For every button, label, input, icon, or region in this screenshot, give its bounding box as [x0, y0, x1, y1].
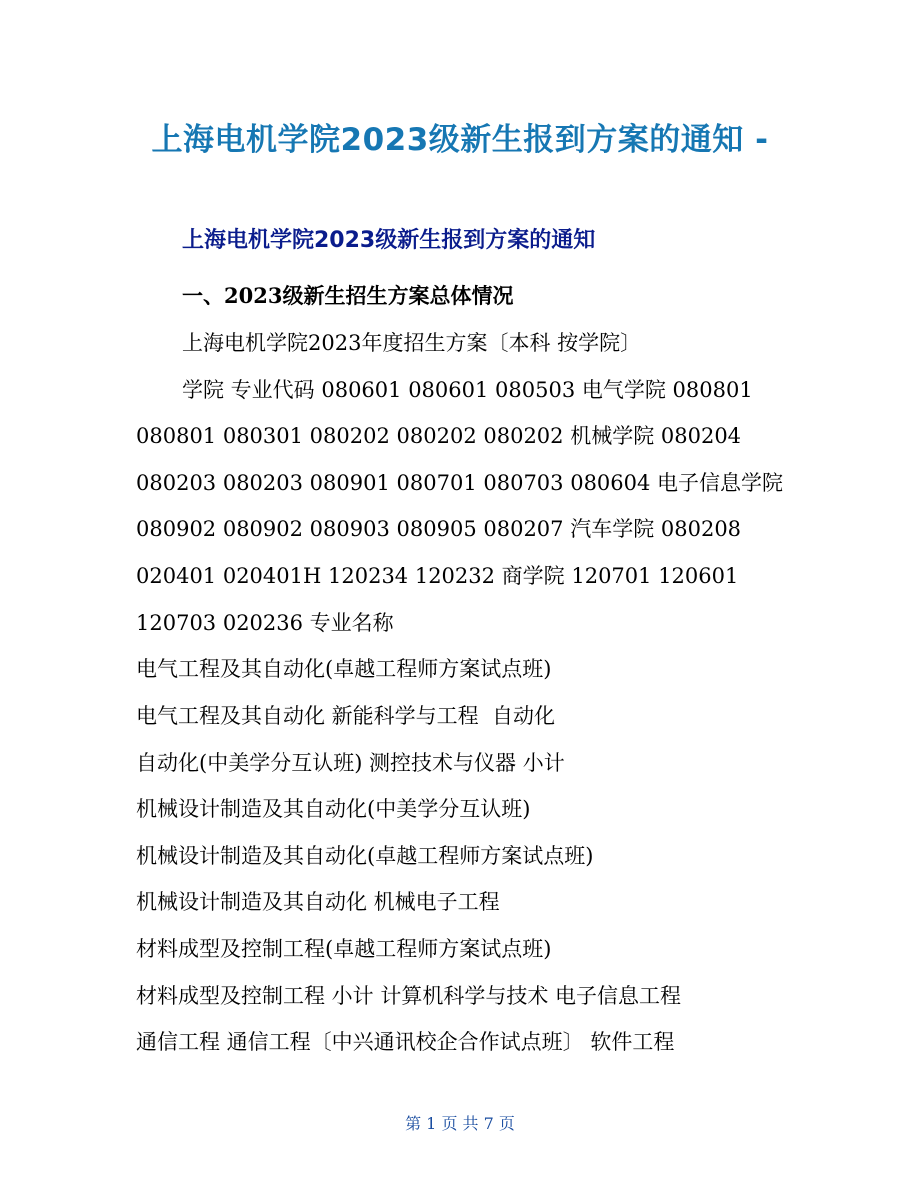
body-line: 020401 020401H 120234 120232 商学院 120701 120601	[136, 564, 739, 588]
body-line: 080203 080203 080901 080701 080703 080604 电子信息学院	[136, 471, 784, 495]
body-line: 学院 专业代码 080601 080601 080503 电气学院 080801	[182, 378, 753, 402]
body-line: 通信工程 通信工程〔中兴通讯校企合作试点班〕 软件工程	[136, 1030, 675, 1054]
body-line: 120703 020236 专业名称	[136, 611, 394, 635]
body-line: 电气工程及其自动化 新能科学与工程 自动化	[136, 704, 556, 728]
body-line: 机械设计制造及其自动化(卓越工程师方案试点班)	[136, 844, 594, 868]
body-line: 自动化(中美学分互认班) 测控技术与仪器 小计	[136, 751, 565, 775]
document-subtitle: 上海电机学院2023级新生报到方案的通知	[182, 228, 596, 253]
body-line: 材料成型及控制工程 小计 计算机科学与技术 电子信息工程	[136, 984, 682, 1008]
body-line: 机械设计制造及其自动化 机械电子工程	[136, 890, 500, 914]
document-title: 上海电机学院2023级新生报到方案的通知 -	[151, 122, 769, 158]
page-number-footer: 第 1 页 共 7 页	[405, 1114, 515, 1133]
body-line: 080902 080902 080903 080905 080207 汽车学院 080208	[136, 517, 742, 541]
section-heading: 一、2023级新生招生方案总体情况	[182, 283, 514, 308]
plan-caption: 上海电机学院2023年度招生方案〔本科 按学院〕	[182, 331, 642, 355]
body-line: 机械设计制造及其自动化(中美学分互认班)	[136, 797, 531, 821]
body-line: 电气工程及其自动化(卓越工程师方案试点班)	[136, 657, 552, 681]
body-line: 080801 080301 080202 080202 080202 机械学院 080204	[136, 424, 742, 448]
body-line: 材料成型及控制工程(卓越工程师方案试点班)	[136, 937, 552, 961]
